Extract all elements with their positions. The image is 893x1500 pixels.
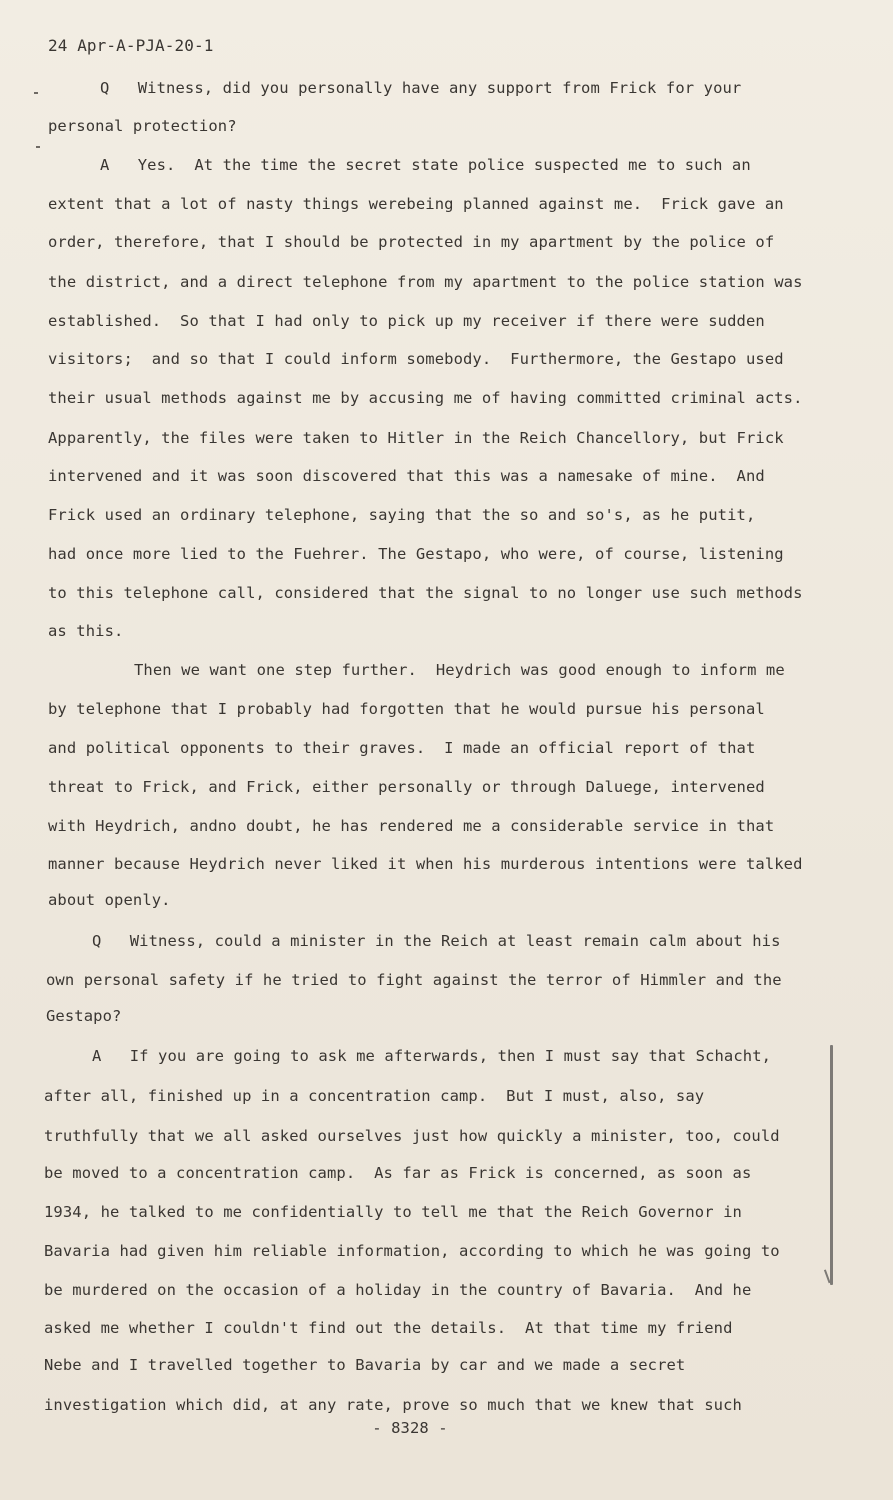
text-line: and political opponents to their graves. I made an official report of that — [48, 739, 756, 757]
text-line: investigation which did, at any rate, prove so much that we knew that such — [44, 1396, 742, 1414]
text-line: A Yes. At the time the secret state police suspected me to such an — [100, 156, 751, 174]
text-line: own personal safety if he tried to fight against the terror of Himmler and the — [46, 971, 782, 989]
text-line: be moved to a concentration camp. As far as Frick is concerned, as soon as — [44, 1164, 752, 1182]
document-header: 24 Apr-A-PJA-20-1 — [48, 36, 214, 55]
text-line: Frick used an ordinary telephone, saying that the so and so's, as he putit, — [48, 506, 756, 524]
text-line: visitors; and so that I could inform somebody. Furthermore, the Gestapo used — [48, 350, 784, 368]
text-line: order, therefore, that I should be protected in my apartment by the police of — [48, 233, 775, 251]
text-line: to this telephone call, considered that the signal to no longer use such methods — [48, 584, 803, 602]
text-line: asked me whether I couldn't find out the details. At that time my friend — [44, 1319, 733, 1337]
margin-mark — [830, 1045, 833, 1285]
text-line: after all, finished up in a concentration camp. But I must, also, say — [44, 1087, 705, 1105]
text-line: Then we want one step further. Heydrich was good enough to inform me — [134, 661, 785, 679]
text-line: as this. — [48, 622, 124, 640]
text-line: Apparently, the files were taken to Hitler in the Reich Chancellory, but Frick — [48, 429, 784, 447]
stray-mark — [36, 146, 40, 148]
text-line: threat to Frick, and Frick, either personally or through Daluege, intervened — [48, 778, 765, 796]
text-line: manner because Heydrich never liked it when his murderous intentions were talked — [48, 855, 803, 873]
text-line: extent that a lot of nasty things werebeing planned against me. Frick gave an — [48, 195, 784, 213]
text-line: personal protection? — [48, 117, 237, 135]
text-line: Nebe and I travelled together to Bavaria by car and we made a secret — [44, 1356, 686, 1374]
text-line: about openly. — [48, 891, 171, 909]
text-line: A If you are going to ask me afterwards, then I must say that Schacht, — [92, 1047, 772, 1065]
text-line: their usual methods against me by accusing me of having committed criminal acts. — [48, 389, 803, 407]
text-line: established. So that I had only to pick up my receiver if there were sudden — [48, 312, 765, 330]
text-line: be murdered on the occasion of a holiday in the country of Bavaria. And he — [44, 1281, 752, 1299]
text-line: the district, and a direct telephone from my apartment to the police station was — [48, 273, 803, 291]
text-line: had once more lied to the Fuehrer. The Gestapo, who were, of course, listening — [48, 545, 784, 563]
text-line: Bavaria had given him reliable information, according to which he was going to — [44, 1242, 780, 1260]
text-line: 1934, he talked to me confidentially to tell me that the Reich Governor in — [44, 1203, 742, 1221]
page-number: - 8328 - — [372, 1419, 448, 1437]
stray-mark — [34, 92, 38, 94]
text-line: with Heydrich, andno doubt, he has rendered me a considerable service in that — [48, 817, 775, 835]
text-line: by telephone that I probably had forgotten that he would pursue his personal — [48, 700, 765, 718]
margin-tick — [824, 1267, 838, 1284]
text-line: Gestapo? — [46, 1007, 122, 1025]
text-line: Q Witness, could a minister in the Reich at least remain calm about his — [92, 932, 781, 950]
text-line: Q Witness, did you personally have any support from Frick for your — [100, 79, 742, 97]
text-line: truthfully that we all asked ourselves just how quickly a minister, too, could — [44, 1127, 780, 1145]
text-line: intervened and it was soon discovered that this was a namesake of mine. And — [48, 467, 765, 485]
